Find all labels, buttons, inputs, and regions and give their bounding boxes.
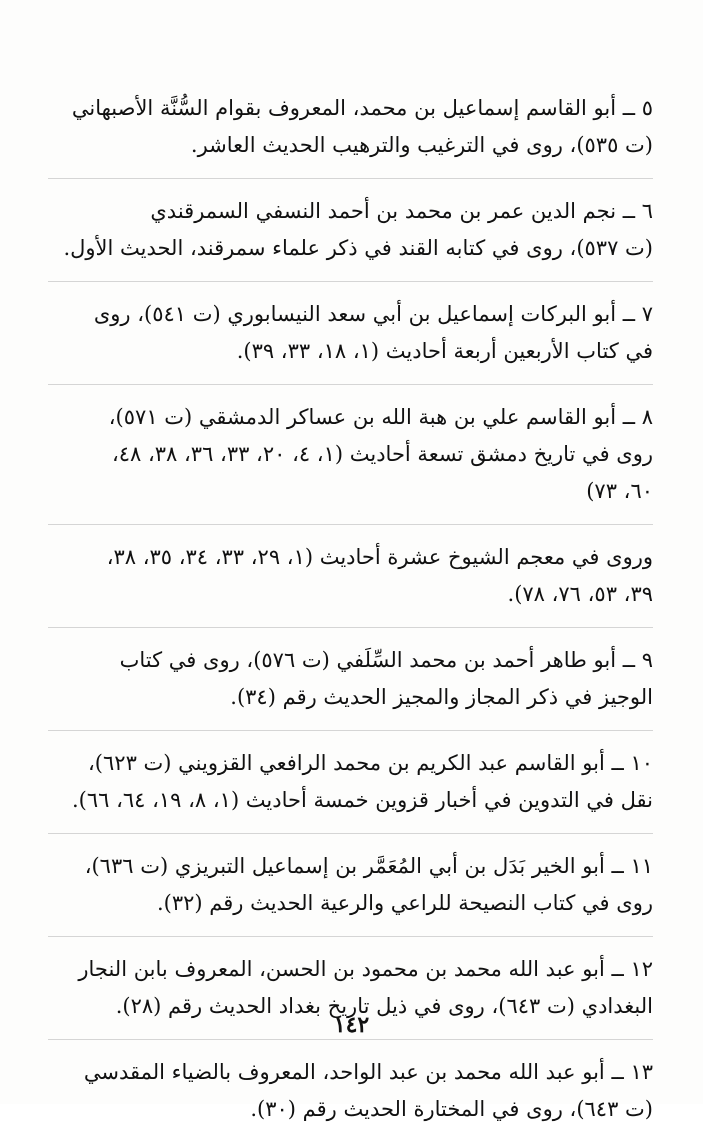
entry-line: (ت ٦٤٣)، روى في المختارة الحديث رقم (٣٠).	[250, 1097, 653, 1121]
entry-paragraph	[48, 642, 653, 716]
entry-paragraph	[48, 539, 653, 613]
entry-paragraph	[48, 90, 653, 164]
entry-paragraph	[48, 745, 653, 819]
entry-divider	[48, 936, 653, 937]
entry-line: ٥ ــ أبو القاسم إسماعيل بن محمد، المعروف بقوام السُّنَّة الأصبهاني	[71, 96, 653, 120]
entry-line: الوجيز في ذكر المجاز والمجيز الحديث رقم (٣٤).	[230, 685, 653, 709]
entry-paragraph	[48, 296, 653, 370]
entry-line: ٧ ــ أبو البركات إسماعيل بن أبي سعد النيسابوري (ت ٥٤١)، روى	[93, 302, 653, 326]
entry-line: ٨ ــ أبو القاسم علي بن هبة الله بن عساكر الدمشقي (ت ٥٧١)،	[108, 405, 653, 429]
entry-line: ١٢ ــ أبو عبد الله محمد بن محمود بن الحسن، المعروف بابن النجار	[78, 957, 653, 981]
entry-line: روى في تاريخ دمشق تسعة أحاديث (١، ٤، ٢٠، ٣٣، ٣٦، ٣٨، ٤٨،	[111, 442, 653, 466]
entry-line: البغدادي (ت ٦٤٣)، روى في ذيل تاريخ بغداد الحديث رقم (٢٨).	[115, 994, 653, 1018]
entry-divider	[48, 833, 653, 834]
entry-line: ١٣ ــ أبو عبد الله محمد بن عبد الواحد، المعروف بالضياء المقدسي	[83, 1060, 653, 1084]
entry-divider	[48, 384, 653, 385]
entry-divider	[48, 1039, 653, 1040]
entry-line: نقل في التدوين في أخبار قزوين خمسة أحاديث (١، ٨، ١٩، ٦٤، ٦٦).	[72, 788, 653, 812]
entry-line: ١١ ــ أبو الخير بَدَل بن أبي المُعَمَّر بن إسماعيل التبريزي (ت ٦٣٦)،	[84, 854, 653, 878]
entry-paragraph	[48, 1054, 653, 1128]
entry-line: ٩ ــ أبو طاهر أحمد بن محمد السِّلَفي (ت ٥٧٦)، روى في كتاب	[119, 648, 653, 672]
entry-divider	[48, 178, 653, 179]
entry-divider	[48, 730, 653, 731]
entry-line: (ت ٥٣٧)، روى في كتابه القند في ذكر علماء سمرقند، الحديث الأول.	[63, 236, 653, 260]
entry-line: ١٠ ــ أبو القاسم عبد الكريم بن محمد الرافعي القزويني (ت ٦٢٣)،	[88, 751, 653, 775]
entry-divider	[48, 281, 653, 282]
entry-line: ٦٠، ٧٣)	[586, 479, 653, 503]
entry-divider	[48, 627, 653, 628]
entry-line: وروى في معجم الشيوخ عشرة أحاديث (١، ٢٩، ٣٣، ٣٤، ٣٥، ٣٨،	[106, 545, 653, 569]
entry-line: ٦ ــ نجم الدين عمر بن محمد بن أحمد النسفي السمرقندي	[150, 199, 653, 223]
entry-line: (ت ٥٣٥)، روى في الترغيب والترهيب الحديث العاشر.	[190, 133, 653, 157]
page-body	[48, 90, 653, 1128]
entry-paragraph	[48, 193, 653, 267]
entry-line: ٣٩، ٥٣، ٧٦، ٧٨).	[507, 582, 653, 606]
entry-paragraph	[48, 848, 653, 922]
page-number: ١٤٢	[333, 1012, 370, 1038]
entry-paragraph	[48, 399, 653, 510]
entry-divider	[48, 524, 653, 525]
entry-line: روى في كتاب النصيحة للراعي والرعية الحديث رقم (٣٢).	[156, 891, 653, 915]
entry-line: في كتاب الأربعين أربعة أحاديث (١، ١٨، ٣٣، ٣٩).	[236, 339, 653, 363]
